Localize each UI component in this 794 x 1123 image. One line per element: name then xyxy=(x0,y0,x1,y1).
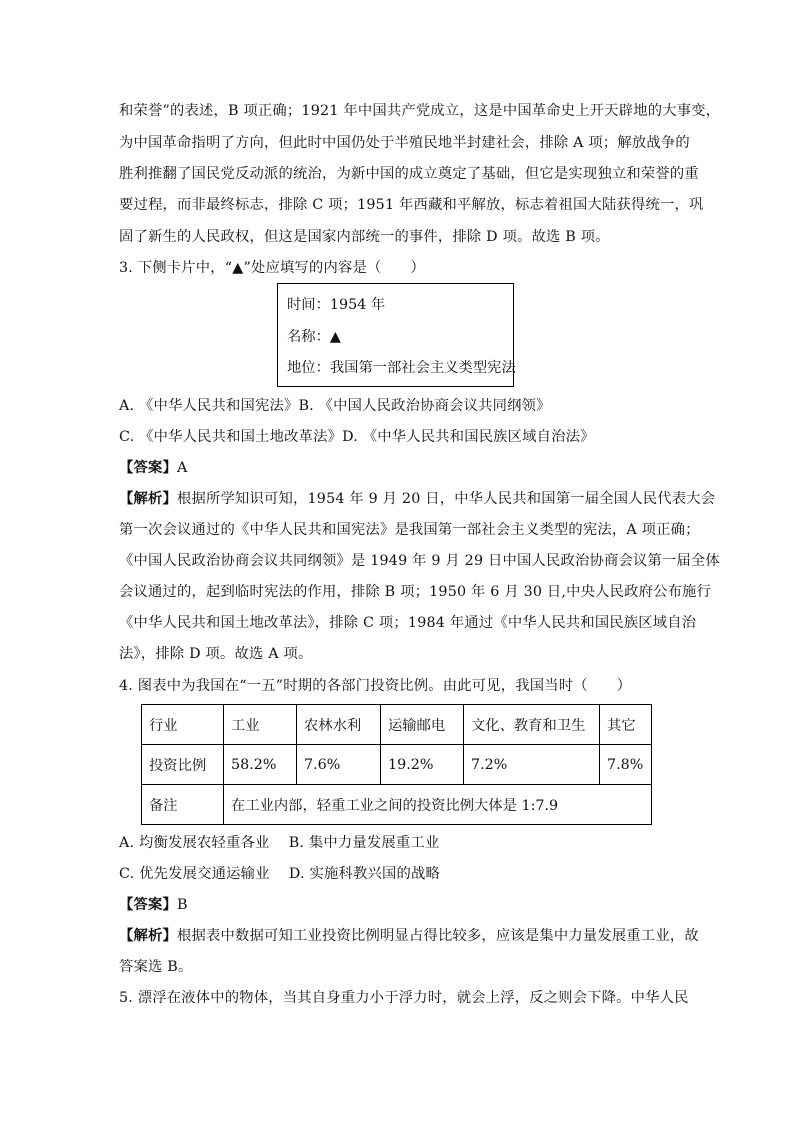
table-cell: 7.6% xyxy=(297,745,381,785)
question-4-options-cd: C. 优先发展交通运输业 D. 实施科教兴国的战略 xyxy=(119,866,440,882)
text-line: 固了新生的人民政权，但这是国家内部统一的事件，排除 D 项。故选 B 项。 xyxy=(119,229,610,245)
table-cell: 7.8% xyxy=(600,745,652,785)
table-header-cell: 行业 xyxy=(142,705,224,745)
answer-value: B xyxy=(177,897,188,913)
card-name: 名称：▲ xyxy=(287,329,341,345)
card-status: 地位：我国第一部社会主义类型宪法 xyxy=(287,360,516,376)
question-4-options-ab: A. 均衡发展农轻重各业 B. 集中力量发展重工业 xyxy=(119,835,440,851)
question-3-options-cd: C. 《中华人民共和国土地改革法》D. 《中华人民共和国民族区域自治法》 xyxy=(119,429,595,445)
card-time: 时间：1954 年 xyxy=(287,297,386,313)
question-3-options-ab: A. 《中华人民共和国宪法》B. 《中国人民政治协商会议共同纲领》 xyxy=(119,398,551,414)
text-line: 《中国人民政治协商会议共同纲领》是 1949 年 9 月 29 日中国人民政治协商会议第一届全体 xyxy=(119,553,720,569)
table-header-cell: 运输邮电 xyxy=(381,705,464,745)
table-header-cell: 其它 xyxy=(600,705,652,745)
table-note-label: 备注 xyxy=(142,785,224,825)
answer-label: 【答案】 xyxy=(119,897,177,913)
table-cell: 19.2% xyxy=(381,745,464,785)
text-line: 第一次会议通过的《中华人民共和国宪法》是我国第一部社会主义类型的宪法，A 项正确； xyxy=(119,522,700,538)
table-row xyxy=(142,745,652,785)
table-header-cell: 农林水利 xyxy=(297,705,381,745)
table-row xyxy=(142,705,652,745)
investment-table xyxy=(141,704,652,825)
question-4-stem: 4. 图表中为我国在“一五”时期的各部门投资比例。由此可见，我国当时（ ） xyxy=(119,678,632,694)
text-line: 为中国革命指明了方向，但此时中国仍处于半殖民地半封建社会，排除 A 项；解放战争的 xyxy=(119,135,690,151)
text-line: 和荣誉”的表述，B 项正确；1921 年中国共产党成立，这是中国革命史上开天辟地的大事变， xyxy=(119,103,721,119)
text-line: 《中华人民共和国土地改革法》，排除 C 项；1984 年通过《中华人民共和国民族区域自治 xyxy=(119,615,697,631)
question-3-analysis xyxy=(119,489,715,509)
question-3-stem: 3. 下侧卡片中，“▲”处应填写的内容是（ ） xyxy=(119,260,425,276)
table-cell: 投资比例 xyxy=(142,745,224,785)
text-line: 答案选 B。 xyxy=(119,959,193,975)
question-4-answer xyxy=(119,895,188,915)
analysis-label: 【解析】 xyxy=(119,928,177,944)
text-line: 要过程，而非最终标志，排除 C 项；1951 年西藏和平解放，标志着祖国大陆获得统一，巩 xyxy=(119,197,704,213)
info-card xyxy=(277,283,514,387)
answer-label: 【答案】 xyxy=(119,460,177,476)
question-3-answer xyxy=(119,458,188,478)
table-header-cell: 工业 xyxy=(224,705,297,745)
table-row xyxy=(142,785,652,825)
question-4-analysis xyxy=(119,926,699,946)
text-line: 会议通过的，起到临时宪法的作用，排除 B 项；1950 年 6 月 30 日,中央人民政府公布施行 xyxy=(119,584,712,600)
answer-value: A xyxy=(177,460,188,476)
table-cell: 7.2% xyxy=(464,745,600,785)
table-cell: 58.2% xyxy=(224,745,297,785)
analysis-text: 根据所学知识可知，1954 年 9 月 20 日，中华人民共和国第一届全国人民代表大会 xyxy=(177,491,716,507)
text-line: 胜利推翻了国民党反动派的统治，为新中国的成立奠定了基础，但它是实现独立和荣誉的重 xyxy=(119,166,699,182)
table-header-cell: 文化、教育和卫生 xyxy=(464,705,600,745)
analysis-label: 【解析】 xyxy=(119,491,177,507)
question-5-stem: 5. 漂浮在液体中的物体，当其自身重力小于浮力时，就会上浮，反之则会下降。中华人民 xyxy=(119,990,689,1006)
analysis-text: 根据表中数据可知工业投资比例明显占得比较多，应该是集中力量发展重工业，故 xyxy=(177,928,699,944)
text-line: 法》，排除 D 项。故选 A 项。 xyxy=(119,646,313,662)
table-note-text: 在工业内部，轻重工业之间的投资比例大体是 1:7.9 xyxy=(224,785,652,825)
